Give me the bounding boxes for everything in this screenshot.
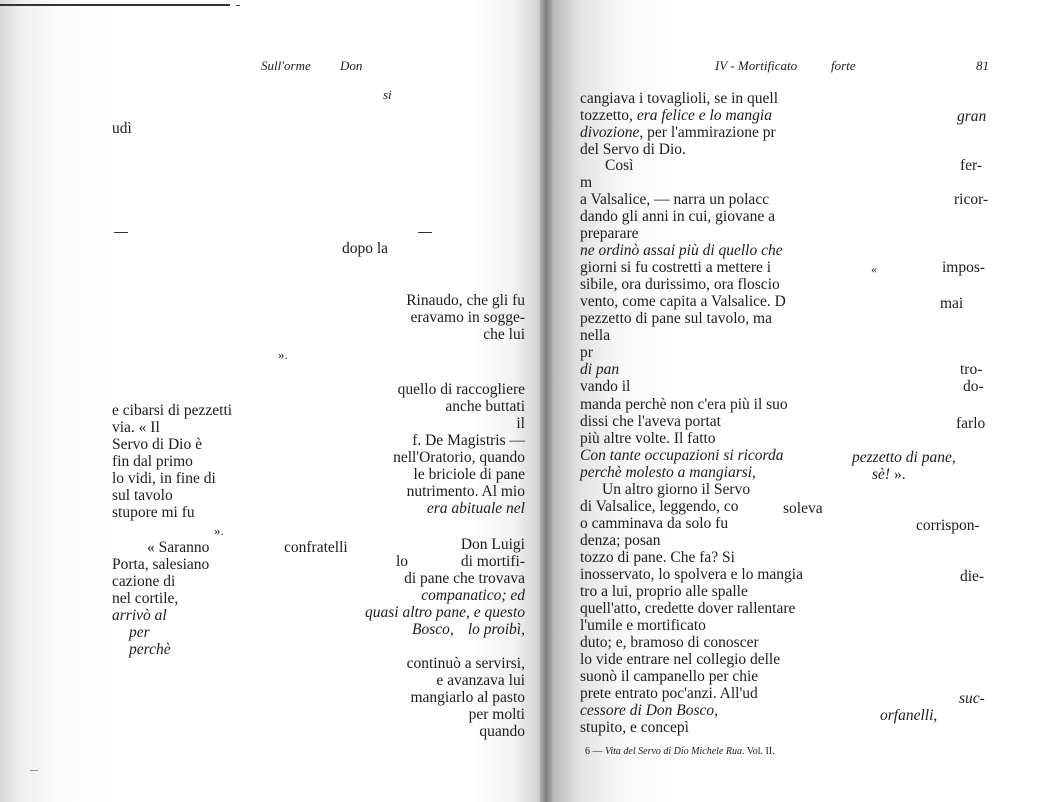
text-fragment: , [933,707,938,724]
text-fragment: Così [605,157,634,174]
text-fragment: suonò il campanello per chie [580,668,759,685]
text-fragment: stupore mi fu [112,504,195,521]
text-fragment-italic: orfanelli [880,707,934,724]
page-number: 81 [976,58,989,73]
text-fragment: di pane che trovava [404,570,525,587]
text-fragment: confratelli [284,539,348,556]
text-fragment: tro a lui, proprio alle spalle [580,583,748,600]
text-fragment: arrivò al [112,607,167,624]
text-fragment: era abituale nel [426,500,525,517]
text-fragment: quell'atto, credette dover rallentare [580,600,796,617]
text-fragment-italic: pezzetto di pane [852,449,952,466]
text-fragment: che lui [483,326,525,343]
text-fragment: ». [278,347,288,362]
text-fragment: di Valsalice, leggendo, co [580,498,739,515]
text-fragment: fer- [960,157,983,174]
text-fragment: do- [963,378,984,395]
top-rule-tail [236,5,240,6]
text-fragment: quello di raccogliere [397,381,525,398]
text-fragment: tozzo di pane. Che fa? Si [580,549,735,566]
text-fragment: le briciole di pane [413,466,525,483]
text-fragment: die- [960,568,985,585]
rule-dash [418,232,432,233]
text-fragment: Bosco, [412,621,454,638]
text-line [580,124,776,141]
text-fragment-italic: cessore di Don Bosco [580,702,715,719]
text-fragment: corrispon- [916,517,980,534]
running-head-right-1: IV - Mortificato [715,58,798,73]
text-fragment: quasi altro pane, e questo [364,604,525,621]
footnote-dash: — [590,746,605,757]
text-fragment: nel cortile, [112,590,179,607]
text-fragment: stupito, e concepì [580,719,689,736]
text-fragment: nella [580,327,611,344]
text-fragment: e avanzava lui [436,672,525,689]
text-fragment: fin dal primo [112,453,193,470]
text-fragment: quando [479,723,525,740]
text-fragment: cazione di [112,573,176,590]
text-fragment: tro- [960,361,983,378]
text-fragment: il [516,415,525,432]
text-fragment: m [580,174,593,191]
text-fragment: lo [396,553,409,570]
text-fragment-italic: era felice e lo mangia [636,107,772,124]
text-fragment: per molti [468,706,525,723]
text-fragment: perchè [129,641,171,658]
top-rule [0,4,230,6]
text-fragment: pr [580,344,593,361]
text-fragment: ne ordinò assai più di quello che [580,242,783,259]
text-fragment: mai [940,295,964,312]
text-fragment: preparare [580,225,639,242]
text-fragment: lo vide entrare nel collegio delle [580,651,781,668]
text-fragment: , per l'ammirazione pr [639,124,776,141]
text-line [580,107,772,124]
text-fragment: eravamo in sogge- [410,309,525,326]
running-head-left-1: Sull'orme [261,58,311,73]
text-fragment: Un altro giorno il Servo [602,481,751,498]
text-fragment: , [951,449,956,466]
text-fragment: suc- [959,690,985,707]
text-fragment: Porta, salesiano [112,556,210,573]
text-fragment: companatico; ed [421,587,525,604]
text-fragment: mangiarlo al pasto [410,689,525,706]
text-fragment-italic: sè! [872,466,891,483]
text-fragment: più altre volte. Il fatto [580,430,716,447]
text-fragment: nell'Oratorio, quando [393,449,525,466]
text-fragment: nutrimento. Al mio [406,483,525,500]
text-fragment: manda perchè non c'era più il suo [580,396,788,413]
text-fragment-italic: divozione [580,124,640,141]
scan-mark [30,770,38,771]
text-fragment: ». [214,523,224,538]
text-fragment: prete entrato poc'anzi. All'ud [580,685,758,702]
footnote-number: 6 [585,746,590,757]
text-fragment: cangiava i tovaglioli, se in quell [580,90,779,107]
text-fragment: « Saranno [147,539,210,556]
text-fragment: dando gli anni in cui, giovane a [580,208,775,225]
text-fragment: , [714,702,719,719]
rule-dash [114,232,128,233]
text-fragment: Servo di Dio è [112,436,202,453]
footnote-title: Vita del Servo di Dio Michele Rua [605,746,742,757]
text-fragment: f. De Magistris — [412,432,525,449]
text-fragment: pezzetto di pane sul tavolo, ma [580,310,772,327]
text-line [872,466,906,483]
text-fragment: Rinaudo, che gli fu [406,292,525,309]
text-fragment: per [129,624,150,641]
text-fragment: a Valsalice, — narra un polacc [580,191,770,208]
text-fragment: Con tante occupazioni si ricorda [580,447,784,464]
text-fragment: o camminava da solo fu [580,515,729,532]
text-fragment: perchè molesto a mangiarsi, [580,464,756,481]
text-fragment: si [383,87,392,102]
text-line [580,702,718,719]
text-fragment: ricor- [954,191,989,208]
text-fragment: impos- [942,259,986,276]
text-fragment: farlo [956,415,986,432]
text-fragment: di pan [580,361,620,378]
text-fragment: giorni si fu costretti a mettere i [580,259,772,276]
text-fragment: continuò a servirsi, [406,655,525,672]
footnote [585,743,775,760]
text-fragment: sul tavolo [112,487,173,504]
text-fragment: lo vidi, in fine di [112,470,216,487]
running-head-right-2: forte [831,58,856,73]
text-fragment: lo proibì, [467,621,525,638]
text-fragment: anche buttati [445,398,525,415]
text-line [852,449,956,466]
text-fragment: del Servo di Dio. [580,141,686,158]
text-fragment: sibile, ora durissimo, ora floscio [580,276,780,293]
text-fragment: vento, come capita a Valsalice. D [580,293,786,310]
text-fragment: ». [890,466,906,483]
book-gutter [540,0,552,802]
text-fragment: via. « Il [112,419,160,436]
text-line [880,707,937,724]
text-fragment: Don Luigi [460,536,525,553]
text-fragment: tozzetto, [580,107,637,124]
text-fragment: dopo la [342,240,389,257]
running-head-left-2: Don [340,58,363,73]
text-fragment: soleva [783,500,823,517]
text-fragment: duto; e, bramoso di conoscer [580,634,759,651]
right-page [545,0,1064,802]
text-fragment: l'umile e mortificato [580,617,706,634]
text-fragment: « [871,262,877,276]
text-fragment: dissi che l'aveva portat [580,413,721,430]
text-fragment: e cibarsi di pezzetti [112,402,233,419]
text-fragment: gran [957,108,987,125]
text-fragment: di mortifi- [460,553,525,570]
footnote-volume: . Vol. II. [742,746,775,757]
text-fragment: inosservato, lo spolvera e lo mangia [580,566,803,583]
text-fragment: vando il [580,378,631,395]
text-fragment: udì [112,120,132,137]
text-fragment: denza; posan [580,532,661,549]
